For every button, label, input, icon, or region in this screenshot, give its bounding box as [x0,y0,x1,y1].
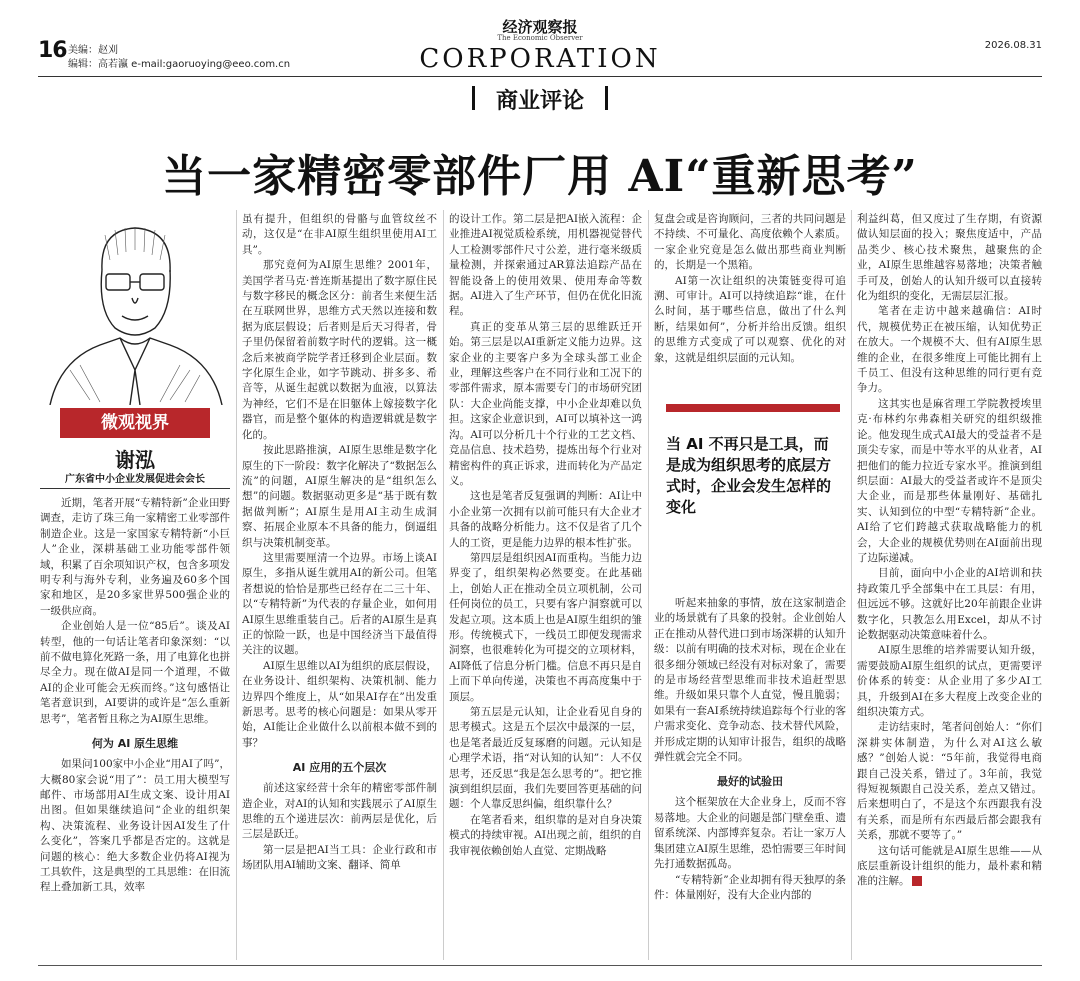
paragraph: 虽有提升，但组织的骨骼与血管纹丝不动，这仅是“在非AI原生组织里使用AI工具”。 [242,213,437,256]
author-name: 谢泓 [115,448,155,472]
article-column-4-bottom [654,596,846,958]
headline: 当一家精密零部件厂用 AI“重新思考” [162,151,918,202]
paragraph: 前述这家经营十余年的精密零部件制造企业，对AI的认知和实践展示了AI原生思维的五个递进层次：前两层是优化，后三层是跃迁。 [242,782,437,841]
subheading: 最好的试验田 [717,775,783,789]
author-portrait [40,210,230,405]
paragraph: AI原生思维以AI为组织的底层假设，在业务设计、组织架构、决策机制、能力边界四个维度上，从“如果AI存在”出发重新思考。思考的核心问题是：如果从零开始，AI能让企业做什么以前根本做不到的事？ [242,659,437,749]
editor-line-2: 编辑：高若瀛 e-mail:gaoruoying@eeo.com.cn [68,59,291,70]
issue-date: 2026.08.31 [984,40,1042,51]
author-title: 广东省中小企业发展促进会会长 [65,474,205,485]
paragraph: 笔者在走访中越来越确信：AI时代，规模优势正在被压缩，认知优势正在放大。一个规模不大、但有AI原生思维的企业，在很多维度上可能比拥有上千员工、但没有这种思维的同行更有竞争力。 [857,305,1042,395]
article-column-4-top [654,212,846,390]
paragraph: 这个框架放在大企业身上，反而不容易落地。大企业的问题是部门壁垒重、遗留系统深、内部博弈复杂。若让一家万人集团建立AI原生思维，恐怕需要三年时间先打通数据孤岛。 [654,796,846,871]
paragraph: 的设计工作。第二层是把AI嵌入流程：企业推进AI视觉质检系统，用机器视觉替代人工检测零部件尺寸公差，进行毫米级质量检测，并探索通过AR算法追踪产品在智能设备上的使用效果、使用寿命等数据。AI进入了生产环节，但仍在优化旧流程。 [449,213,642,318]
header-rule [38,76,1042,77]
paragraph: 企业创始人是一位“85后”。谈及AI转型，他的一句话让笔者印象深刻：“以前不做电算化死路一条，用了电算化也拼尽全力。现在做AI是同一个道理，不做AI的企业可能会无疾而终。”这句感悟让笔者意识到，AI要讲的或许是“怎么重新思考”，笔者暂且称之为AI原生思维。 [40,620,230,725]
article-column-1 [40,496,230,958]
paragraph: 这也是笔者反复强调的判断：AI让中小企业第一次拥有以前可能只有大企业才具备的战略分析能力。这不仅是省了几个人的工资，更是能力边界的根本性扩张。 [449,490,642,549]
column-name-bar-right [605,86,608,110]
paragraph [857,844,1042,890]
closing-paragraph-text: 这句话可能就是AI原生思维——从底层重新设计组织的能力，最朴素和精准的注解。 [857,844,1042,888]
subheading: 何为 AI 原生思维 [91,737,179,751]
article-column-2 [242,212,437,958]
column-separator [443,210,444,960]
column-separator [851,210,852,960]
column-separator [648,210,649,960]
subheading: AI 应用的五个层次 [292,761,387,775]
end-mark-icon [912,876,922,886]
editor-line-1: 美编：赵刈 [68,45,118,56]
paragraph: 利益纠葛，但又度过了生存期，有资源做认知层面的投入；聚焦度适中，产品品类少、核心技术聚焦，越聚焦的企业，AI原生思维越容易落地；决策者触手可及，创始人的认知升级可以直接转化为组织的变化，无需层层汇报。 [857,213,1042,303]
paragraph: 按此思路推演，AI原生思维是数字化原生的下一阶段：数字化解决了“数据怎么流”的问题，AI原生解决的是“组织怎么想”的问题。数据驱动更多是“基于既有数据做判断”；AI原生是用AI主动生成洞察、拓展企业原本不具备的能力，倒逼组织与决策机制变革。 [242,444,437,549]
article-column-3 [449,212,642,958]
pull-quote: 当 AI 不再只是工具，而是成为组织思考的底层方式时，企业会发生怎样的变化 [666,404,840,518]
editor-credits [68,44,290,72]
column-separator [236,210,237,960]
article-column-5 [857,212,1042,958]
paragraph: 近期，笔者开展“专精特新”企业田野调查，走访了珠三角一家精密工业零部件制造企业。这是一家国家专精特新“小巨人”企业，深耕基础工业功能零部件领域，积累了百余项知识产权，包含多项发明专利与海外专利，业务遍及60多个国家和地区，是20多家世界500强企业的一级供应商。 [40,497,230,617]
paragraph: 真正的变革从第三层的思维跃迁开始。第三层是以AI重新定义能力边界。这家企业的主要客户多为全球头部工业企业，理解这些客户在不同行业和工况下的零部件需求，原本需要专门的市场研究团队：大企业尚能支撑，中小企业却难以负担。这家企业意识到，AI可以填补这一鸿沟。AI可以分析几十个行业的工艺文档、竞品信息、技术趋势，提炼出每个行业对精密构件的真正诉求，进而转化为产品定义。 [449,320,642,487]
author-rule [40,488,230,489]
paragraph: “专精特新”企业却拥有得天独厚的条件：体量刚好，没有大企业内部的 [654,873,846,901]
page-number: 16 [38,38,67,63]
paragraph: 第四层是组织因AI而重构。当能力边界变了，组织架构必然要变。在此基础上，创始人正在推动全员立项机制，公司任何岗位的员工，只要有客户洞察就可以发起立项。这本质上也是AI原生组织的雏形。传统模式下，一线员工即便发现需求洞察，也很难转化为可提交的立项材料，AI降低了信息分析门槛。信息不再只是自上而下单向传递，决策也不再高度集中于顶层。 [449,551,642,703]
column-banner: 微观视界 [60,408,210,438]
paragraph: 这里需要厘清一个边界。市场上谈AI原生，多指从诞生就用AI的新公司。但笔者想说的恰恰是那些已经存在二三十年、以“专精特新”为代表的存量企业，如何用AI原生思维重装自己。后者的AI原生是真正的惊险一跃，也是中国经济当下最值得关注的议题。 [242,551,437,657]
masthead: 经济观察报 [502,18,578,36]
paragraph: AI第一次让组织的决策链变得可追溯、可审计。AI可以持续追踪“谁，在什么时间，基于哪些信息，做出了什么判断，结果如何”，分析并给出反馈。组织的思维方式变成了可以观察、优化的对象，这就是组织层面的元认知。 [654,274,846,364]
paragraph: 目前，面向中小企业的AI培训和扶持政策几乎全部集中在工具层：有用，但远远不够。这就好比20年前跟企业讲数字化，只教怎么用Excel，却从不讨论数据驱动决策意味着什么。 [857,567,1042,641]
column-name: 商业评论 [495,88,584,114]
paragraph: 第五层是元认知，让企业看见自身的思考模式。这是五个层次中最深的一层，也是笔者最近反复琢磨的问题。元认知是心理学术语，指“对认知的认知”：人不仅思考，还反思“我是怎么思考的”。把它推演到组织层面，我们先要回答更基础的问题：个人靠反思纠偏，组织靠什么？ [449,706,642,811]
paragraph: 听起来抽象的事情，放在这家制造企业的场景就有了具象的投射。企业创始人正在推动从替代进口到市场深耕的认知升级：以前有明确的技术对标，现在企业在很多细分领域已经没有对标对象了，需要的是市场经营型思维而非技术追赶型思维。升级如果只靠个人直觉，慢且脆弱；如果有一套AI系统持续追踪每个行业的客户需求变化、竞争动态、技术替代风险，并形成定期的认知审计报告，组织的战略弹性就会完全不同。 [654,597,846,764]
masthead-english: The Economic Observer [497,34,583,42]
paragraph: 在笔者看来，组织靠的是对自身决策模式的持续审视。AI出现之前，组织的自我审视依赖创始人直觉、定期战略 [449,813,642,857]
footer-rule [38,965,1042,966]
paragraph: 第一层是把AI当工具：企业行政和市场团队用AI辅助文案、翻译、简单 [242,843,437,872]
paragraph: 这其实也是麻省理工学院教授埃里克·布林约尔弗森相关研究的组织级推论。他发现生成式AI最大的受益者不是顶尖专家，而是中等水平的从业者，AI把他们的能力拉近专家水平。推演到组织层面：AI最大的受益者或许不是顶尖大企业，而是那些体量刚好、基础扎实、认知到位的中型“专精特新”企业。AI给了它们跨越式获取战略能力的机会，大企业的规模优势则在AI面前出现了边际递减。 [857,397,1042,564]
paragraph: 那究竟何为AI原生思维？2001年，美国学者马克·普连斯基提出了数字原住民与数字移民的概念区分：前者生来便生活在互联网世界，思维方式天然以连接和数据为底层假设；后者则是后天习得者，骨子里仍保留着前数字时代的逻辑。这一概念后来被商学院学者迁移到企业层面。数字化原生企业，如字节跳动、拼多多、希音等，从诞生起就以数据为血液，以算法为神经，它们不是在旧躯体上嫁接数字化器官，而是整个躯体的构造逻辑就是数字化的。 [242,259,437,441]
paragraph: 如果问100家中小企业“用AI了吗”，大概80家会说“用了”：员工用大模型写邮件、市场部用AI生成文案、设计用AI出图。但如果继续追问“企业的组织架构、决策流程、业务设计因AI发生了什么变化”，答案几乎都是否定的。这就是问题的核心：绝大多数企业仍将AI视为工具软件，这是典型的工具思维：在旧流程上叠加新工具，效率 [40,758,230,894]
paragraph: AI原生思维的培养需要认知升级，需要鼓励AI原生组织的试点，更需要评价体系的转变：从企业用了多少AI工具，升级到AI在多大程度上改变企业的组织决策方式。 [857,644,1042,718]
paragraph: 复盘会或是咨询顾问，三者的共同问题是不持续、不可量化、高度依赖个人素质。一家企业究竟是怎么做出那些商业判断的，长期是一个黑箱。 [654,213,846,272]
paragraph: 走访结束时，笔者问创始人：“你们深耕实体制造，为什么对AI这么敏感？”创始人说：“5年前，我觉得电商跟自己没关系，错过了。3年前，我觉得短视频跟自己没关系，差点又错过。后来想明白了，不是这个东西跟我有没有关系，而是所有东西最后都会跟我有关系，那就不要等了。” [857,721,1042,842]
section-title: CORPORATION [419,44,661,74]
column-name-bar-left [472,86,475,110]
